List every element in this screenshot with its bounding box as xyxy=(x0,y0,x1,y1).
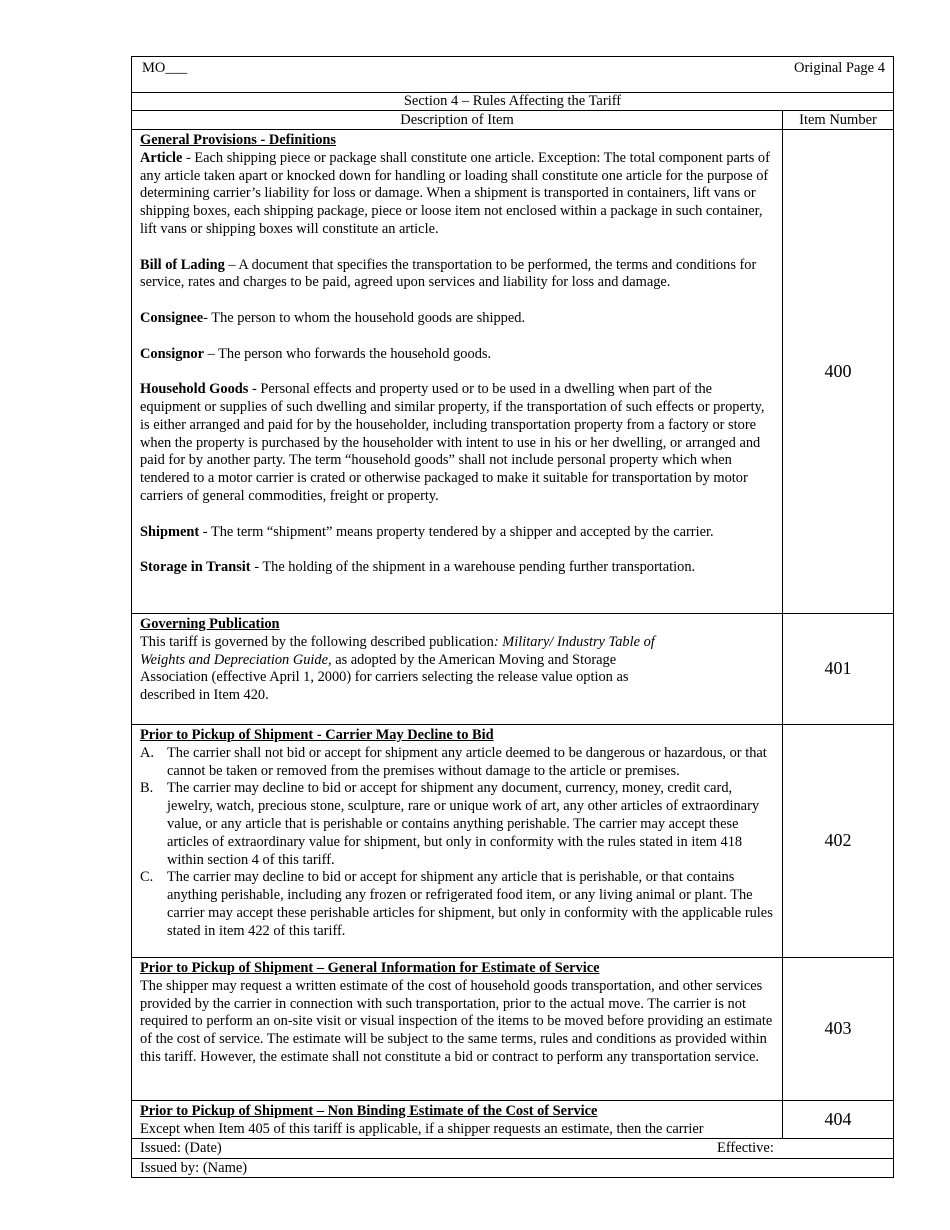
text-household-goods: - Personal effects and property used or to be used in a dwelling when part of the equipment or supplies of such dwelling and similar property, if the transportation of such effects or property, is either arranged and paid for by the householder, including transportation property from a factory or store when the property is purchased by the householder with intent to use in his or her dwelling, or arranged and paid for by another party. The term “household goods” shall not include personal property which when tendered to a motor carrier is crated or otherwise packaged to make it suitable for transportation by motor carriers of general commodities, freight or property. xyxy=(140,381,765,504)
original-page-label: Original Page 4 xyxy=(793,60,885,76)
item-400-description xyxy=(132,130,783,613)
term-consignee: Consignee xyxy=(140,309,204,326)
term-shipment: Shipment xyxy=(140,523,200,540)
issued-by: Issued by: (Name) xyxy=(131,1159,894,1178)
list-text-b: The carrier may decline to bid or accept for shipment any document, currency, money, credit card, jewelry, watch, precious stone, sculpture, rare or unique work of art, any other articles of extraordinary value, or any article that is perishable or contains anything perishable. The carrier may accept these articles of extraordinary value for shipment, but only in conformity with the rules stated in item 418 within section 4 of this tariff. xyxy=(167,780,760,868)
text-bill-of-lading: – A document that specifies the transportation to be performed, the terms and conditions for service, rates and charges to be paid, agreed upon services and liability for loss and damage. xyxy=(140,256,757,291)
definition-shipment xyxy=(140,524,774,542)
item-400-title: General Provisions - Definitions xyxy=(140,132,337,148)
issued-date: Issued: (Date) xyxy=(140,1140,222,1156)
text-consignee: - The person to whom the household goods are shipped. xyxy=(203,309,526,326)
description-column-header: Description of Item xyxy=(132,111,783,129)
item-401-description xyxy=(132,614,783,724)
term-bill-of-lading: Bill of Lading xyxy=(140,256,225,273)
page-header xyxy=(131,56,894,93)
item-402-row xyxy=(131,725,894,958)
item-400-number: 400 xyxy=(824,360,852,381)
item-404-title: Prior to Pickup of Shipment – Non Binding Estimate of the Cost of Service xyxy=(140,1103,598,1119)
item-401-text xyxy=(140,634,774,705)
item-401-text-b: as adopted by the American Moving and Storage Association (effective April 1, 2000) for carriers selecting the release value option as described in Item 420. xyxy=(140,651,629,704)
text-shipment: - The term “shipment” means property tendered by a shipper and accepted by the carrier. xyxy=(199,523,714,540)
item-401-publication-name: : Military/ Industry Table of Weights and Depreciation Guide, xyxy=(140,633,655,668)
list-letter-c: C. xyxy=(140,869,154,886)
text-storage-in-transit: - The holding of the shipment in a warehouse pending further transportation. xyxy=(250,559,696,576)
item-404-number: 404 xyxy=(824,1108,852,1129)
item-403-number: 403 xyxy=(824,1018,852,1039)
item-403-title: Prior to Pickup of Shipment – General Information for Estimate of Service xyxy=(140,960,600,976)
list-item xyxy=(140,780,774,869)
mo-label: MO___ xyxy=(142,60,188,76)
item-404-description xyxy=(132,1101,783,1138)
list-text-a: The carrier shall not bid or accept for shipment any article deemed to be dangerous or hazardous, or that cannot be taken or removed from the premises without damage to the article or premises. xyxy=(167,744,767,779)
item-402-title: Prior to Pickup of Shipment - Carrier May Decline to Bid xyxy=(140,727,494,743)
tariff-page xyxy=(131,56,894,1178)
text-consignor: – The person who forwards the household goods. xyxy=(203,345,492,362)
definition-household-goods xyxy=(140,381,774,506)
item-400-row xyxy=(131,130,894,614)
list-letter-b: B. xyxy=(140,780,154,797)
item-401-row xyxy=(131,614,894,725)
definition-storage-in-transit xyxy=(140,559,774,577)
term-article: Article xyxy=(140,149,183,166)
term-storage-in-transit: Storage in Transit xyxy=(140,559,251,576)
definition-consignee xyxy=(140,310,774,328)
item-number-column-header: Item Number xyxy=(799,112,877,128)
list-letter-a: A. xyxy=(140,744,154,761)
term-consignor: Consignor xyxy=(140,345,204,362)
text-article: - Each shipping piece or package shall constitute one article. Exception: The total component parts of any article taken apart or knocked down for handling or loading shall constitute one article for the purpose of determining carrier’s liability for loss or damage. When a shipment is transported in containers, lift vans or shipping boxes, each shipping package, piece or loose item not enclosed within a package in such container, lift vans or shipping boxes will constitute an article. xyxy=(140,149,770,237)
footer-issued-row xyxy=(131,1139,894,1159)
item-402-list xyxy=(140,745,774,941)
item-401-text-a: This tariff is governed by the following described publication xyxy=(140,633,494,650)
item-403-row xyxy=(131,958,894,1101)
term-household-goods: Household Goods xyxy=(140,381,249,398)
definition-bill-of-lading xyxy=(140,257,774,293)
item-401-title: Governing Publication xyxy=(140,616,280,632)
column-headers xyxy=(131,111,894,130)
item-404-text: Except when Item 405 of this tariff is applicable, if a shipper requests an estimate, then the carrier xyxy=(140,1120,704,1137)
item-402-number: 402 xyxy=(824,830,852,851)
item-402-description xyxy=(132,725,783,957)
section-title: Section 4 – Rules Affecting the Tariff xyxy=(131,93,894,111)
item-404-row xyxy=(131,1101,894,1139)
list-item xyxy=(140,869,774,940)
item-403-text: The shipper may request a written estimate of the cost of household goods transportation, and other services provided by the carrier in connection with such transportation, prior to the actual move. The carrier is not required to perform an on-site visit or visual inspection of the items to be moved before providing an estimate of the cost of service. The estimate will be subject to the same terms, rules and conditions as provided within this tariff. However, the estimate shall not constitute a bid or contract to perform any transportation service. xyxy=(140,977,773,1065)
item-401-number: 401 xyxy=(824,658,852,679)
list-text-c: The carrier may decline to bid or accept for shipment any article that is perishable, or that contains anything perishable, including any frozen or refrigerated food item, or any living animal or plant. The carrier may accept these perishable articles for shipment, but only in conformity with the applicable rules stated in item 422 of this tariff. xyxy=(167,869,773,939)
definition-consignor xyxy=(140,346,774,364)
definition-article xyxy=(140,150,774,239)
item-403-description xyxy=(132,958,783,1100)
list-item xyxy=(140,745,774,781)
effective-label: Effective: xyxy=(717,1140,774,1156)
